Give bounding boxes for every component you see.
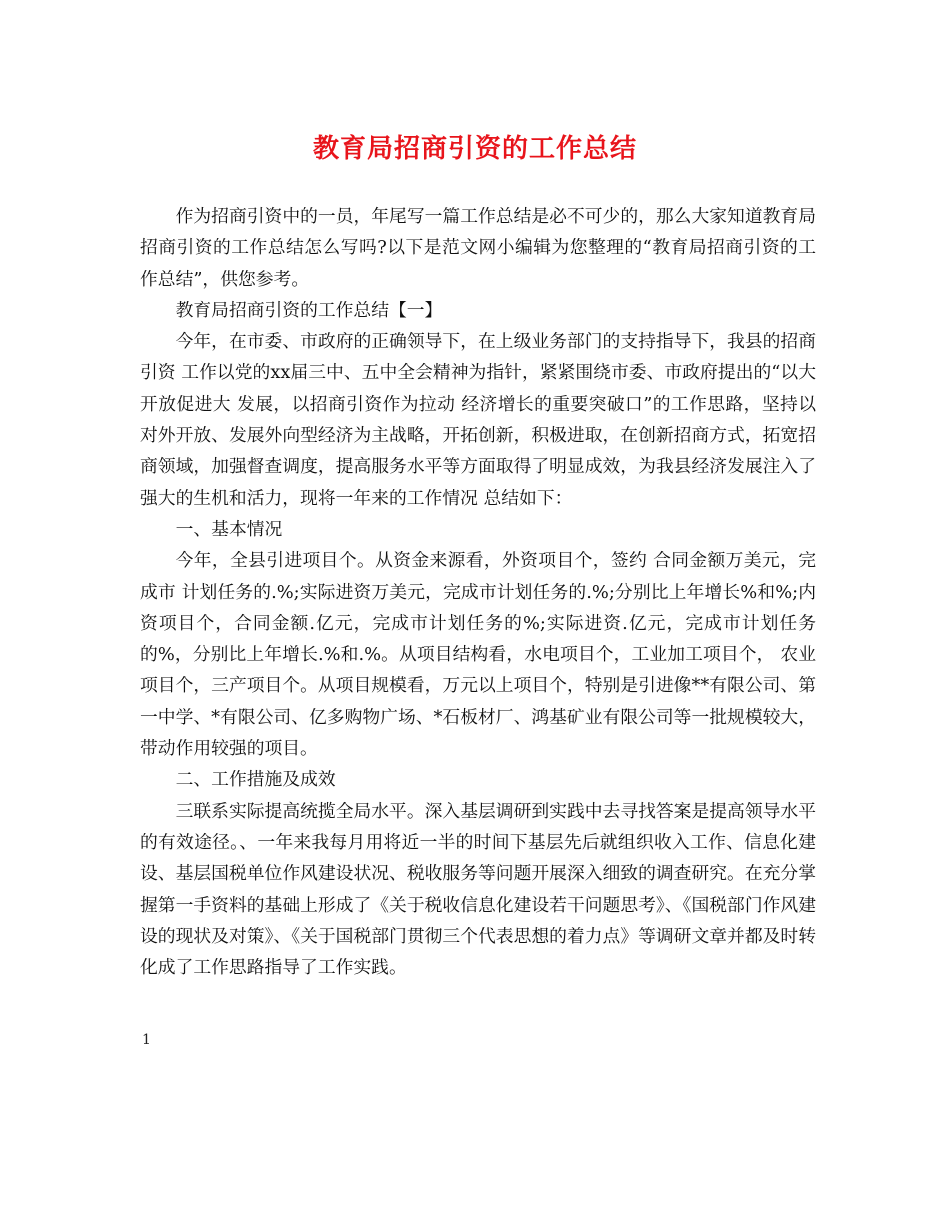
- document-body: [140, 201, 816, 983]
- paragraph-overview: 今年，在市委、市政府的正确领导下，在上级业务部门的支持指导下，我县的招商引资 工作以党的xx届三中、五中全会精神为指针，紧紧围绕市委、市政府提出的“以大开放促进大 发展，以招商引资作为拉动 经济增长的重要突破口”的工作思路，坚持以对外开放、发展外向型经济为主战略，开拓创新，积极进取，在创新招商方式，拓宽招商领域，加强督查调度，提高服务水平等方面取得了明显成效，为我县经济发展注入了强大的生机和活力，现将一年来的工作情况 总结如下：: [140, 331, 816, 509]
- section-heading-basic-situation: 一、基本情况: [175, 518, 283, 540]
- paragraph-intro: 作为招商引资中的一员，年尾写一篇工作总结是必不可少的，那么大家知道教育局招商引资的工作总结怎么写吗?以下是范文网小编辑为您整理的“教育局招商引资的工作总结”，供您参考。: [140, 206, 816, 290]
- page-number: 1: [142, 1032, 151, 1048]
- section-heading-measures: 二、工作措施及成效: [175, 769, 336, 791]
- section-heading-part-one: 教育局招商引资的工作总结【一】: [175, 299, 443, 321]
- document-title: 教育局招商引资的工作总结: [312, 134, 637, 164]
- paragraph-measures: 三联系实际提高统揽全局水平。深入基层调研到实践中去寻找答案是提高领导水平的有效途径。、一年来我每月用将近一半的时间下基层先后就组织收入工作、信息化建设、基层国税单位作风建设状况、税收服务等问题开展深入细致的调查研究。在充分掌握第一手资料的基础上形成了《关于税收信息化建设若干问题思考》、《国税部门作风建设的现状及对策》、《关于国税部门贯彻三个代表思想的着力点》等调研文章并都及时转化成了工作思路指导了工作实践。: [140, 800, 816, 979]
- paragraph-basic-situation: 今年，全县引进项目个。从资金来源看，外资项目个，签约 合同金额万美元，完成市 计划任务的.%;实际进资万美元，完成市计划任务的.%;分别比上年增长%和%;内资项目个，合同金额.亿元，完成市计划任务的%;实际进资.亿元，完成市计划任务的%，分别比上年增长.%和.%。从项目结构看，水电项目个，工业加工项目个， 农业项目个，三产项目个。从项目规模看，万元以上项目个，特别是引进像**有限公司、第一中学、*有限公司、亿多购物广场、*石板材厂、鸿基矿业有限公司等一批规模较大，带动作用较强的项目。: [140, 550, 816, 760]
